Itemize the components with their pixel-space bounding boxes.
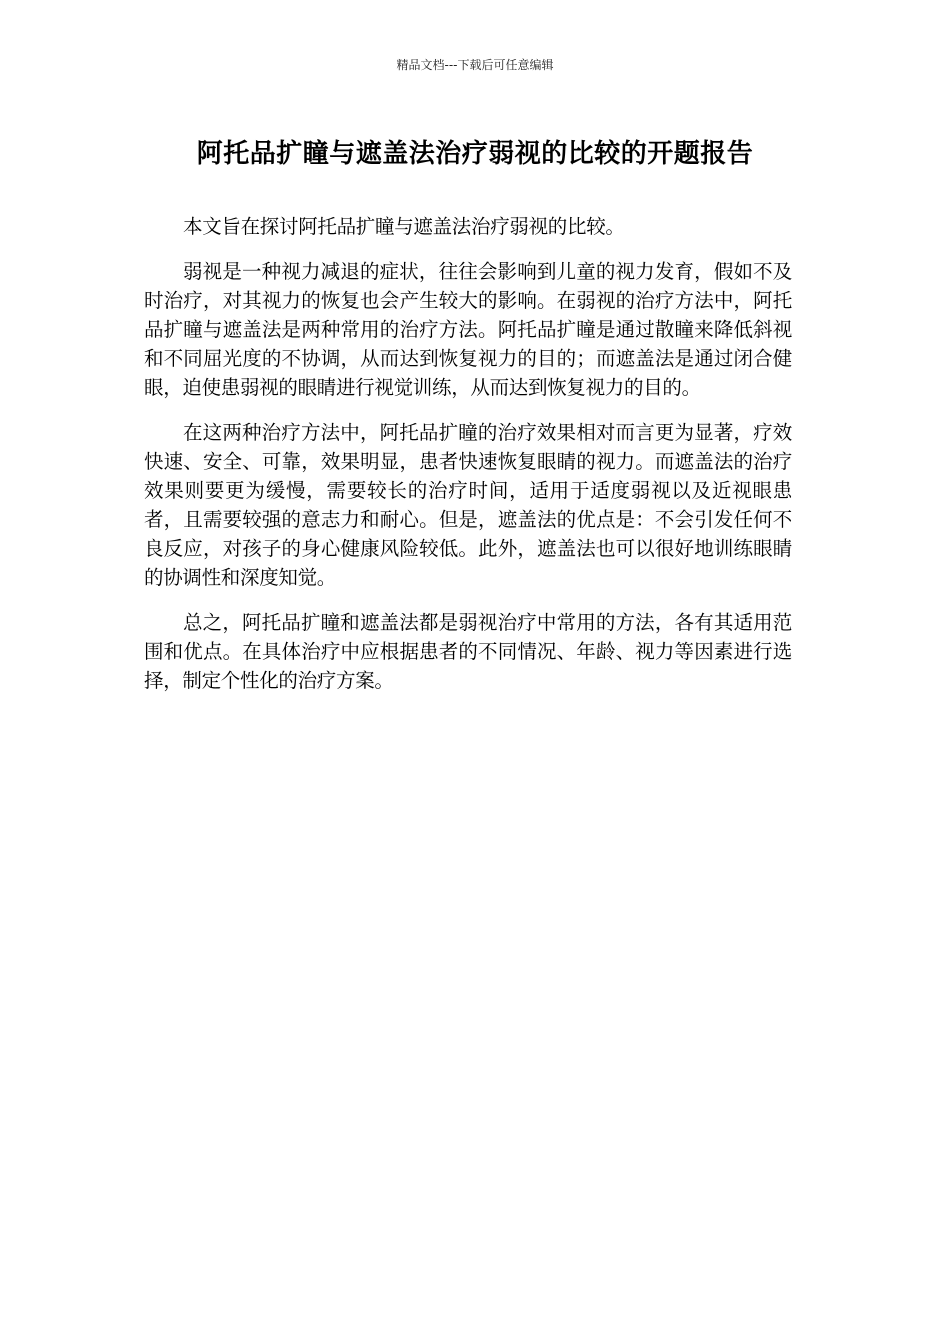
header-note: 精品文档---下载后可任意编辑 [396,58,554,72]
paragraph-conclusion: 总之，阿托品扩瞳和遮盖法都是弱视治疗中常用的方法，各有其适用范围和优点。在具体治疗中应根据患者的不同情况、年龄、视力等因素进行选择，制定个性化的治疗方案。 [144,611,792,692]
document-body [144,212,792,711]
paragraph-comparison: 在这两种治疗方法中，阿托品扩瞳的治疗效果相对而言更为显著，疗效快速、安全、可靠，效果明显，患者快速恢复眼睛的视力。而遮盖法的治疗效果则要更为缓慢，需要较长的治疗时间，适用于适度弱视以及近视眼患者，且需要较强的意志力和耐心。但是，遮盖法的优点是：不会引发任何不良反应，对孩子的身心健康风险较低。此外，遮盖法也可以很好地训练眼睛的协调性和深度知觉。 [144,421,792,589]
document-title: 阿托品扩瞳与遮盖法治疗弱视的比较的开题报告 [196,139,754,169]
paragraph-background: 弱视是一种视力减退的症状，往往会影响到儿童的视力发育，假如不及时治疗，对其视力的恢复也会产生较大的影响。在弱视的治疗方法中，阿托品扩瞳与遮盖法是两种常用的治疗方法。阿托品扩瞳是通过散瞳来降低斜视和不同屈光度的不协调，从而达到恢复视力的目的；而遮盖法是通过闭合健眼，迫使患弱视的眼睛进行视觉训练，从而达到恢复视力的目的。 [144,260,792,399]
paragraph-intro: 本文旨在探讨阿托品扩瞳与遮盖法治疗弱视的比较。 [183,215,625,238]
